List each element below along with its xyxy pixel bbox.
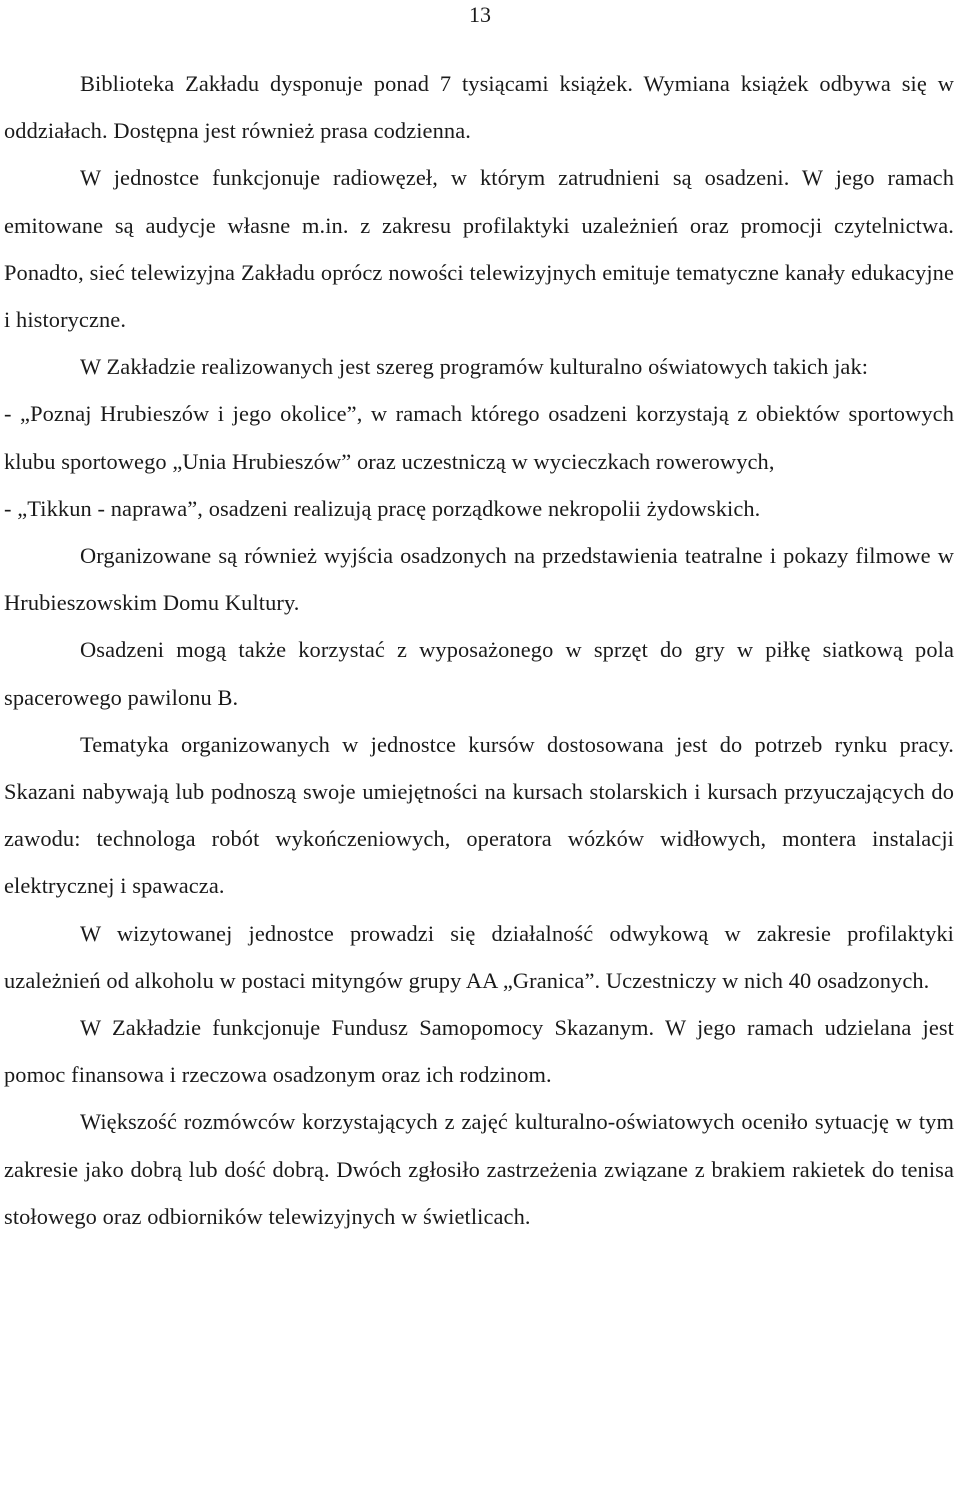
paragraph-volleyball: Osadzeni mogą także korzystać z wyposażonego w sprzęt do gry w piłkę siatkową pola spacerowego pawilonu B. xyxy=(4,637,954,710)
paragraph-radio: W jednostce funkcjonuje radiowęzeł, w którym zatrudnieni są osadzeni. W jego ramach emitowane są audycje własne m.in. z zakresu profilaktyki uzależnień oraz promocji czytelnictwa. Ponadto, sieć telewizyjna Zakładu oprócz nowości telewizyjnych emituje tematyczne kanały edukacyjne i historyczne. xyxy=(4,165,954,333)
paragraph-courses: Tematyka organizowanych w jednostce kursów dostosowana jest do potrzeb rynku pracy. Skazani nabywają lub podnoszą swoje umiejętności na kursach stolarskich i kursach przyuczających do zawodu: technologa robót wykończeniowych, operatora wózków widłowych, montera instalacji elektrycznej i spawacza. xyxy=(4,731,954,899)
paragraph-fund: W Zakładzie funkcjonuje Fundusz Samopomocy Skazanym. W jego ramach udzielana jest pomoc finansowa i rzeczowa osadzonym oraz ich rodzinom. xyxy=(4,1015,954,1088)
paragraph-assessment: Większość rozmówców korzystających z zajęć kulturalno-oświatowych oceniło sytuację w tym zakresie jako dobrą lub dość dobrą. Dwóch zgłosiło zastrzeżenia związane z brakiem rakietek do tenisa stołowego oraz odbiorników telewizyjnych w świetlicach. xyxy=(4,1109,954,1229)
paragraph-library: Biblioteka Zakładu dysponuje ponad 7 tysiącami książek. Wymiana książek odbywa się w oddziałach. Dostępna jest również prasa codzienna. xyxy=(4,71,954,144)
list-item: - „Poznaj Hrubieszów i jego okolice”, w ramach którego osadzeni korzystają z obiektów sportowych klubu sportowego „Unia Hrubieszów” oraz uczestniczą w wycieczkach rowerowych, xyxy=(4,401,954,474)
paragraph-theatre: Organizowane są również wyjścia osadzonych na przedstawienia teatralne i pokazy filmowe w Hrubieszowskim Domu Kultury. xyxy=(4,543,954,616)
page-number: 13 xyxy=(469,2,491,27)
document-body xyxy=(4,60,954,1240)
list-item: - „Tikkun - naprawa”, osadzeni realizują pracę porządkowe nekropolii żydowskich. xyxy=(4,495,761,521)
paragraph-programs-intro: W Zakładzie realizowanych jest szereg programów kulturalno oświatowych takich jak: xyxy=(80,354,869,380)
paragraph-addiction: W wizytowanej jednostce prowadzi się działalność odwykową w zakresie profilaktyki uzależnień od alkoholu w postaci mityngów grupy AA „Granica”. Uczestniczy w nich 40 osadzonych. xyxy=(4,920,954,993)
